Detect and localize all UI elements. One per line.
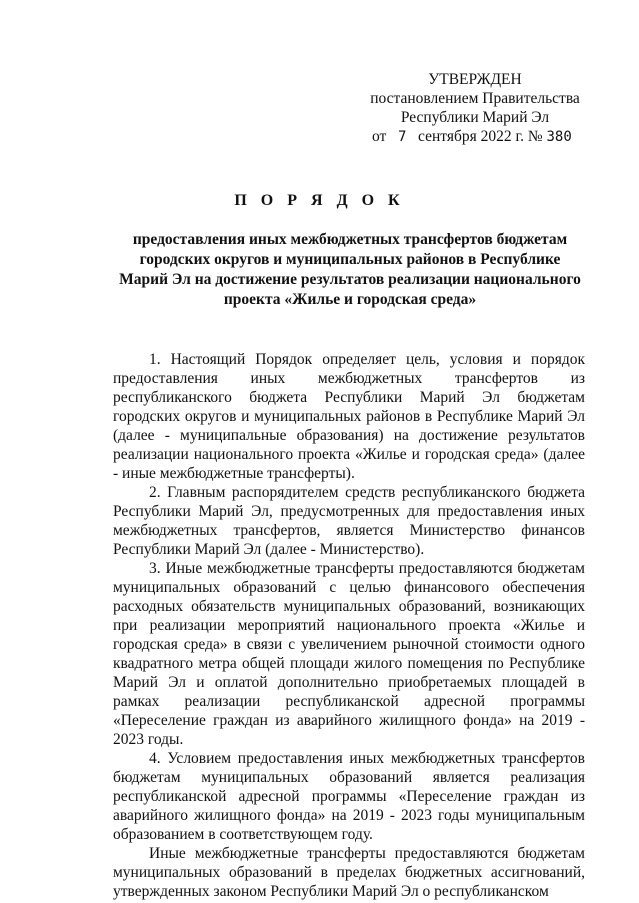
approval-title: УТВЕРЖДЕН (428, 71, 522, 88)
document-body (113, 350, 585, 901)
approval-line-2: Республики Марий Эл (400, 109, 550, 126)
approval-date-prefix: от (372, 128, 387, 145)
paragraph-4: 4. Условием предоставления иных межбюджетных трансфертов бюджетам муниципальных образований является реализация республиканской адресной программы «Переселение граждан из аварийного жилищного фонда» на 2019 - 2023 годы муниципальным образованием в соответствующем году. (113, 750, 585, 843)
paragraph-2: 2. Главным распорядителем средств республиканского бюджета Республики Марий Эл, предусмотренных для предоставления иных межбюджетных трансфертов, является Министерство финансов Республики Марий Эл (далее - Министерство). (113, 484, 585, 558)
approval-day: 7 (397, 129, 407, 145)
document-title: П О Р Я Д О К (234, 192, 405, 209)
approval-stamp (370, 70, 580, 147)
approval-date (370, 127, 580, 147)
approval-line-1: постановлением Правительства (370, 90, 580, 107)
paragraph-5: Иные межбюджетные трансферты предоставляются бюджетам муниципальных образований в пределах бюджетных ассигнований, утвержденных законом Республики Марий Эл о республиканском (113, 845, 585, 900)
paragraph-1: 1. Настоящий Порядок определяет цель, условия и порядок предоставления иных межбюджетных трансфертов из республиканского бюджета Республики Марий Эл бюджетам городских округов и муниципальных районов в Республике Марий Эл (далее - муниципальные образования) на достижение результатов реализации национального проекта «Жилье и городская среда» (далее - иные межбюджетные трансферты). (113, 351, 585, 482)
paragraph-3: 3. Иные межбюджетные трансферты предоставляются бюджетам муниципальных образований с целью финансового обеспечения расходных обязательств муниципальных образований, возникающих при реализации мероприятий национального проекта «Жилье и городская среда» в связи с увеличением рыночной стоимости одного квадратного метра общей площади жилого помещения по Республике Марий Эл и оплатой дополнительно приобретаемых площадей в рамках реализации республиканской адресной программы «Переселение граждан из аварийного жилищного фонда» на 2019 - 2023 годы. (113, 560, 585, 748)
approval-month-year: сентября 2022 г. № (418, 128, 543, 145)
approval-number: 380 (546, 129, 572, 145)
document-subtitle: предоставления иных межбюджетных трансфертов бюджетам городских округов и муниципальных районов в Республике Марий Эл на достижение результатов реализации национального проекта «Жилье и городская среда» (119, 231, 581, 308)
